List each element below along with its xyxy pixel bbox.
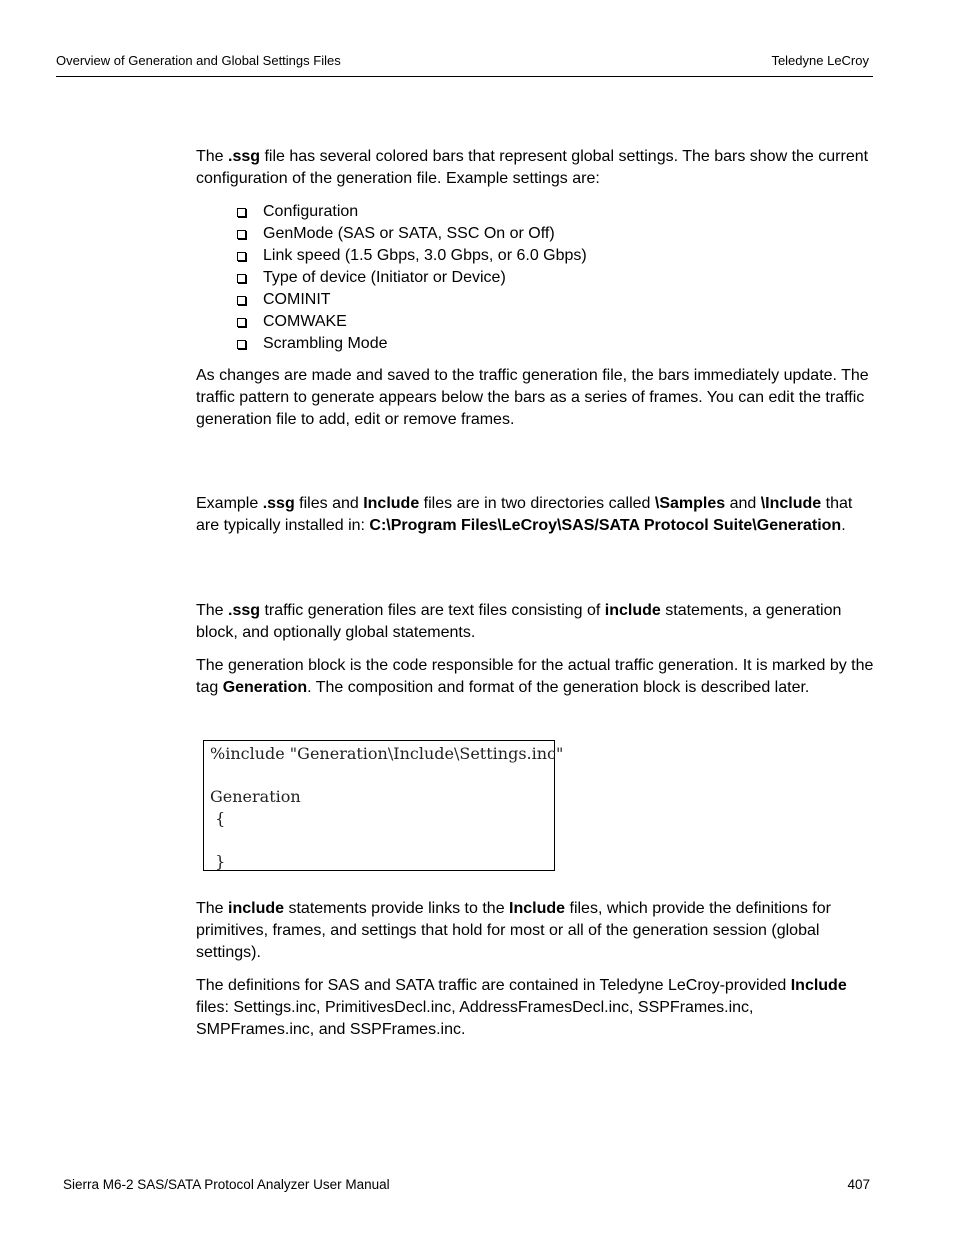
code-line: {: [210, 808, 226, 828]
list-item: Scrambling Mode: [237, 333, 876, 355]
checkbox-bullet-icon: [237, 318, 246, 327]
header-company: Teledyne LeCroy: [771, 53, 869, 68]
checkbox-bullet-icon: [237, 340, 246, 349]
list-item: Type of device (Initiator or Device): [237, 267, 876, 289]
checkbox-bullet-icon: [237, 274, 246, 283]
code-line: %include "Generation\Include\Settings.inc": [210, 744, 564, 763]
page-footer: [63, 1177, 870, 1197]
list-item: GenMode (SAS or SATA, SSC On or Off): [237, 223, 876, 245]
definitions-paragraph: The definitions for SAS and SATA traffic are contained in Teledyne LeCroy-provided Include files: Settings.inc, PrimitivesDecl.inc, AddressFramesDecl.inc, SSPFrames.inc, SMPFrames.inc, and SSPFrames.inc.: [196, 977, 847, 1038]
code-line: [210, 829, 554, 851]
header-section-title: Overview of Generation and Global Settings Files: [56, 53, 341, 68]
sample-directories-paragraph: Example .ssg files and Include files are in two directories called \Samples and \Include that are typically installed in: C:\Program Files\LeCroy\SAS/SATA Protocol Suite\Generation.: [196, 495, 853, 534]
list-item: COMWAKE: [237, 311, 876, 333]
checkbox-bullet-icon: [237, 296, 246, 305]
list-item: COMINIT: [237, 289, 876, 311]
footer-manual-title: Sierra M6-2 SAS/SATA Protocol Analyzer User Manual: [63, 1177, 390, 1192]
settings-list: [196, 201, 876, 355]
page-header: [56, 53, 873, 77]
page-number: 407: [847, 1177, 870, 1192]
list-item: Configuration: [237, 201, 876, 223]
list-item: Link speed (1.5 Gbps, 3.0 Gbps, or 6.0 Gbps): [237, 245, 876, 267]
bars-update-paragraph: As changes are made and saved to the traffic generation file, the bars immediately update. The traffic pattern to generate appears below the bars as a series of frames. You can edit the traffic generation file to add, edit or remove frames.: [196, 367, 869, 428]
generation-block-paragraph: The generation block is the code responsible for the actual traffic generation. It is marked by the tag Generation. The composition and format of the generation block is described later.: [196, 657, 874, 696]
checkbox-bullet-icon: [237, 208, 246, 217]
code-example-box: [203, 740, 564, 871]
checkbox-bullet-icon: [237, 230, 246, 239]
checkbox-bullet-icon: [237, 252, 246, 261]
page-content: [196, 146, 876, 1052]
include-statements-paragraph: The include statements provide links to the Include files, which provide the definitions for primitives, frames, and settings that hold for most or all of the generation session (global settings).: [196, 900, 831, 961]
code-line: Generation: [210, 787, 301, 806]
intro-paragraph: The .ssg file has several colored bars that represent global settings. The bars show the current configuration of the generation file. Example settings are:: [196, 148, 869, 187]
file-structure-paragraph: The .ssg traffic generation files are text files consisting of include statements, a generation block, and optionally global statements.: [196, 602, 842, 641]
code-line: }: [210, 851, 226, 871]
code-line: [210, 765, 554, 787]
